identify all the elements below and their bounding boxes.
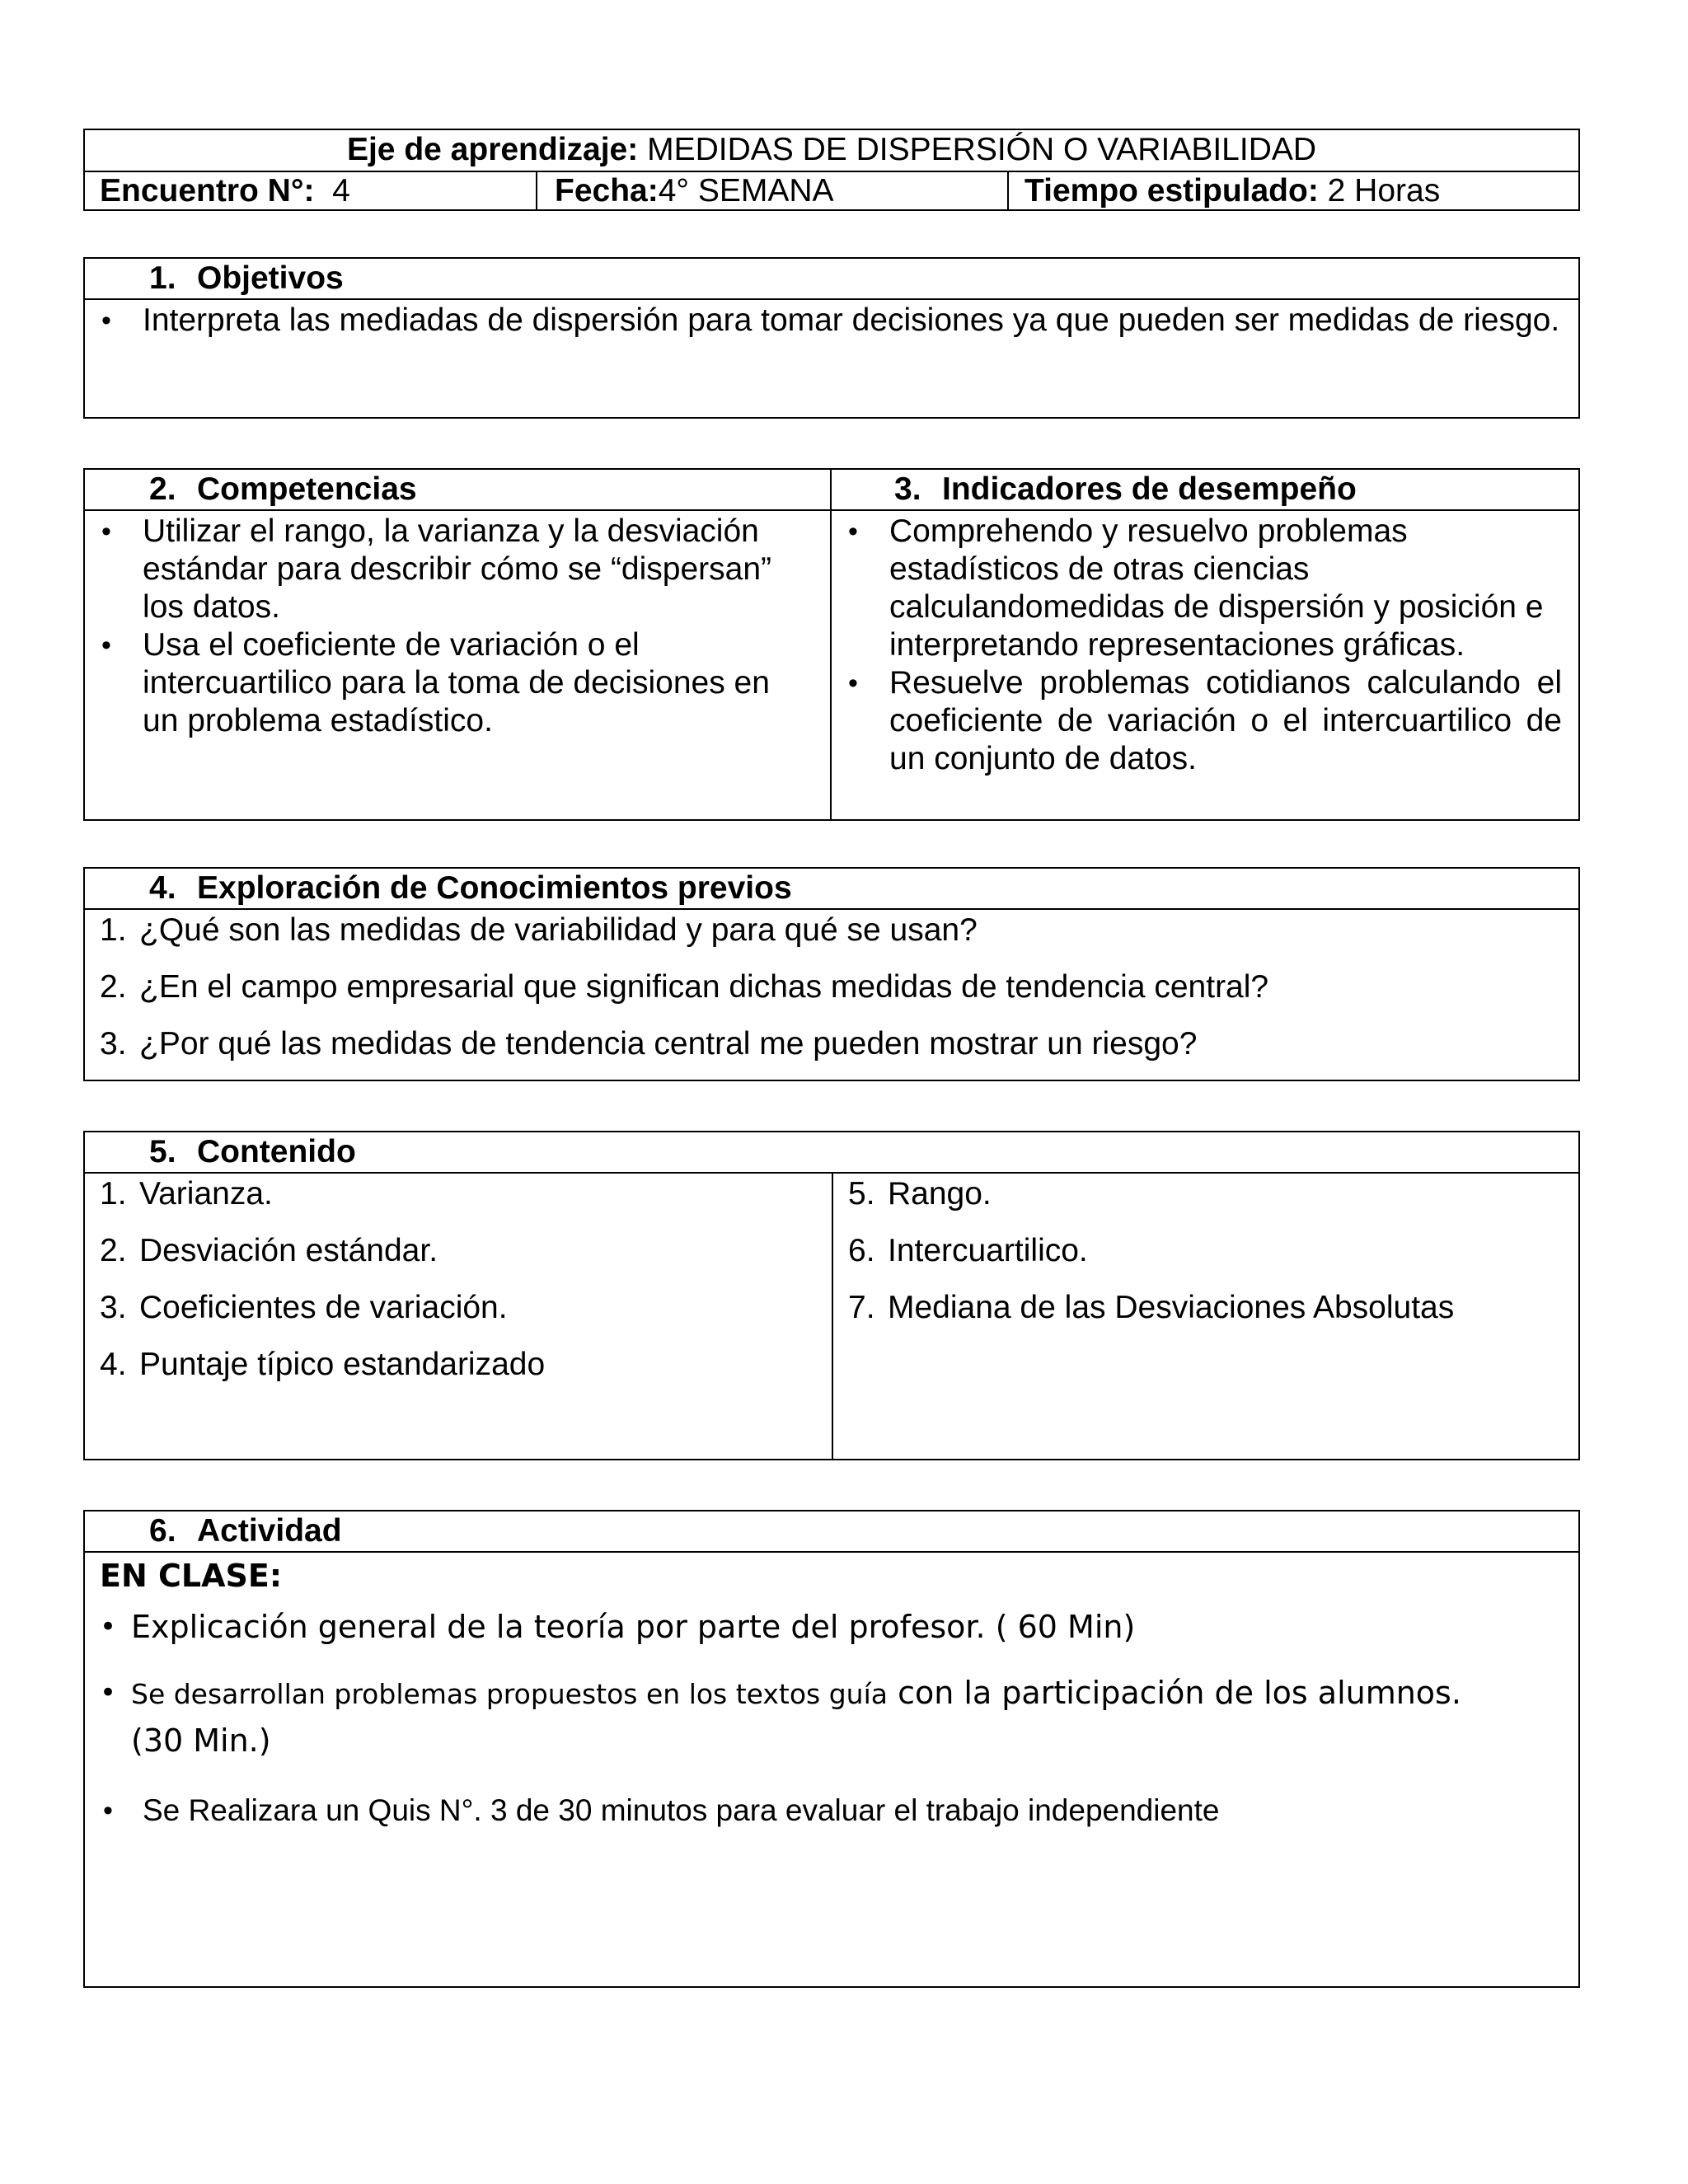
section-header (85, 259, 1578, 300)
competencias-indicadores-section (83, 468, 1580, 821)
contenido-item (833, 1289, 1578, 1346)
item-number: 3. (100, 1026, 127, 1062)
objetivo-item: • Interpreta las mediadas de dispersión para tomar decisiones ya que pueden ser medidas de riesgo. (85, 302, 1562, 340)
item-number: 6. (848, 1233, 875, 1268)
section-number: 6. (149, 1513, 176, 1549)
divider (1007, 172, 1009, 211)
competencia-item: • Utilizar el rango, la varianza y la desviación estándar para describir cómo se “dispersan” los datos. (85, 513, 797, 626)
section-title: Indicadores de desempeño (942, 471, 1357, 507)
header-table (83, 129, 1580, 211)
actividad-subtitle: EN CLASE: (100, 1558, 283, 1594)
section-number: 4. (149, 870, 176, 906)
section-header (85, 1132, 1578, 1174)
actividad-section (83, 1510, 1580, 1988)
encuentro-label: Encuentro N°: (100, 173, 315, 209)
section-number: 3. (894, 471, 921, 507)
actividad-item (85, 1790, 1578, 1831)
item-number: 3. (100, 1290, 127, 1325)
item-text: Intercuartilico. (888, 1233, 1088, 1268)
encuentro-value: 4 (314, 173, 350, 209)
indicador-item: • Resuelve problemas cotidianos calculando el coeficiente de variación o el intercuartilico de un conjunto de datos. (832, 664, 1562, 778)
fecha-value: 4° SEMANA (658, 173, 834, 209)
item-number: 7. (848, 1290, 875, 1325)
item-text: Desviación estándar. (139, 1233, 438, 1268)
item-number: 2. (100, 1233, 127, 1268)
competencia-item: • Usa el coeficiente de variación o el intercuartilico para la toma de decisiones en un problema estadístico. (85, 626, 797, 740)
indicador-item: • Comprehendo y resuelvo problemas estadísticos de otras ciencias calculandomedidas de dispersión y posición e interpretando representaciones gráficas. (832, 513, 1562, 664)
contenido-item (85, 1175, 832, 1232)
competencias-header (85, 470, 417, 511)
item-number: 5. (848, 1176, 875, 1212)
item-text: Se Realizara un Quis N°. 3 de 30 minutos para evaluar el trabajo independiente (143, 1793, 1220, 1827)
tiempo-value: 2 Horas (1318, 173, 1441, 209)
contenido-item (85, 1232, 832, 1289)
fecha-cell (555, 172, 834, 210)
actividad-item (85, 1604, 1578, 1650)
item-text: Mediana de las Desviaciones Absolutas (888, 1290, 1455, 1325)
contenido-item (85, 1346, 832, 1403)
exploracion-item (85, 912, 1578, 968)
objetivos-section (83, 257, 1580, 419)
section-header (85, 1511, 1578, 1553)
section-header (85, 869, 1578, 910)
exploracion-section (83, 867, 1580, 1081)
item-number: 2. (100, 969, 127, 1005)
eje-value: MEDIDAS DE DISPERSIÓN O VARIABILIDAD (638, 132, 1317, 167)
bullet-icon: • (100, 1610, 117, 1643)
item-text-small: Se desarrollan problemas propuestos en los textos guía (131, 1678, 888, 1710)
fecha-label: Fecha: (555, 173, 659, 209)
tiempo-label: Tiempo estipulado: (1025, 173, 1319, 209)
actividad-item (85, 1670, 1578, 1764)
item-text-large: con la participación de los alumnos. (888, 1675, 1461, 1711)
item-text: ¿Qué son las medidas de variabilidad y para qué se usan? (139, 912, 978, 948)
item-number: 1. (100, 912, 127, 948)
contenido-item (833, 1175, 1578, 1232)
contenido-section (83, 1131, 1580, 1460)
section-header-row (85, 470, 1578, 511)
contenido-left-column (85, 1174, 832, 1459)
meta-row (85, 172, 1578, 211)
bullet-icon: • (103, 1795, 113, 1826)
item-text: Puntaje típico estandarizado (139, 1347, 546, 1382)
item-text: ¿En el campo empresarial que significan dichas medidas de tendencia central? (139, 969, 1269, 1005)
exploracion-item (85, 1025, 1578, 1082)
section-number: 1. (149, 260, 176, 296)
item-text: Rango. (888, 1176, 992, 1212)
item-text: Explicación general de la teoría por parte del profesor. ( 60 Min) (131, 1609, 1136, 1645)
divider (536, 172, 537, 211)
section-number: 2. (149, 471, 176, 507)
competencias-column (85, 511, 830, 819)
tiempo-cell (1025, 172, 1440, 210)
contenido-right-column (833, 1174, 1578, 1459)
item-text-line2: (30 Min.) (131, 1722, 271, 1759)
indicadores-column (832, 511, 1578, 819)
item-text: Varianza. (139, 1176, 273, 1212)
section-title: Objetivos (197, 260, 344, 296)
contenido-item (833, 1232, 1578, 1289)
section-title: Contenido (197, 1134, 356, 1169)
encuentro-cell (100, 172, 350, 210)
item-number: 1. (100, 1176, 127, 1212)
indicadores-header (830, 470, 1357, 511)
exploracion-item (85, 968, 1578, 1025)
section-title: Actividad (197, 1513, 342, 1549)
section-title: Exploración de Conocimientos previos (197, 870, 792, 906)
section-number: 5. (149, 1134, 176, 1169)
section-title: Competencias (197, 471, 417, 507)
eje-label: Eje de aprendizaje: (346, 132, 639, 167)
item-text: ¿Por qué las medidas de tendencia central me pueden mostrar un riesgo? (139, 1026, 1198, 1062)
eje-row (85, 130, 1578, 172)
contenido-item (85, 1289, 832, 1346)
item-text: Coeficientes de variación. (139, 1290, 508, 1325)
item-number: 4. (100, 1347, 127, 1382)
bullet-icon: • (100, 1676, 117, 1709)
